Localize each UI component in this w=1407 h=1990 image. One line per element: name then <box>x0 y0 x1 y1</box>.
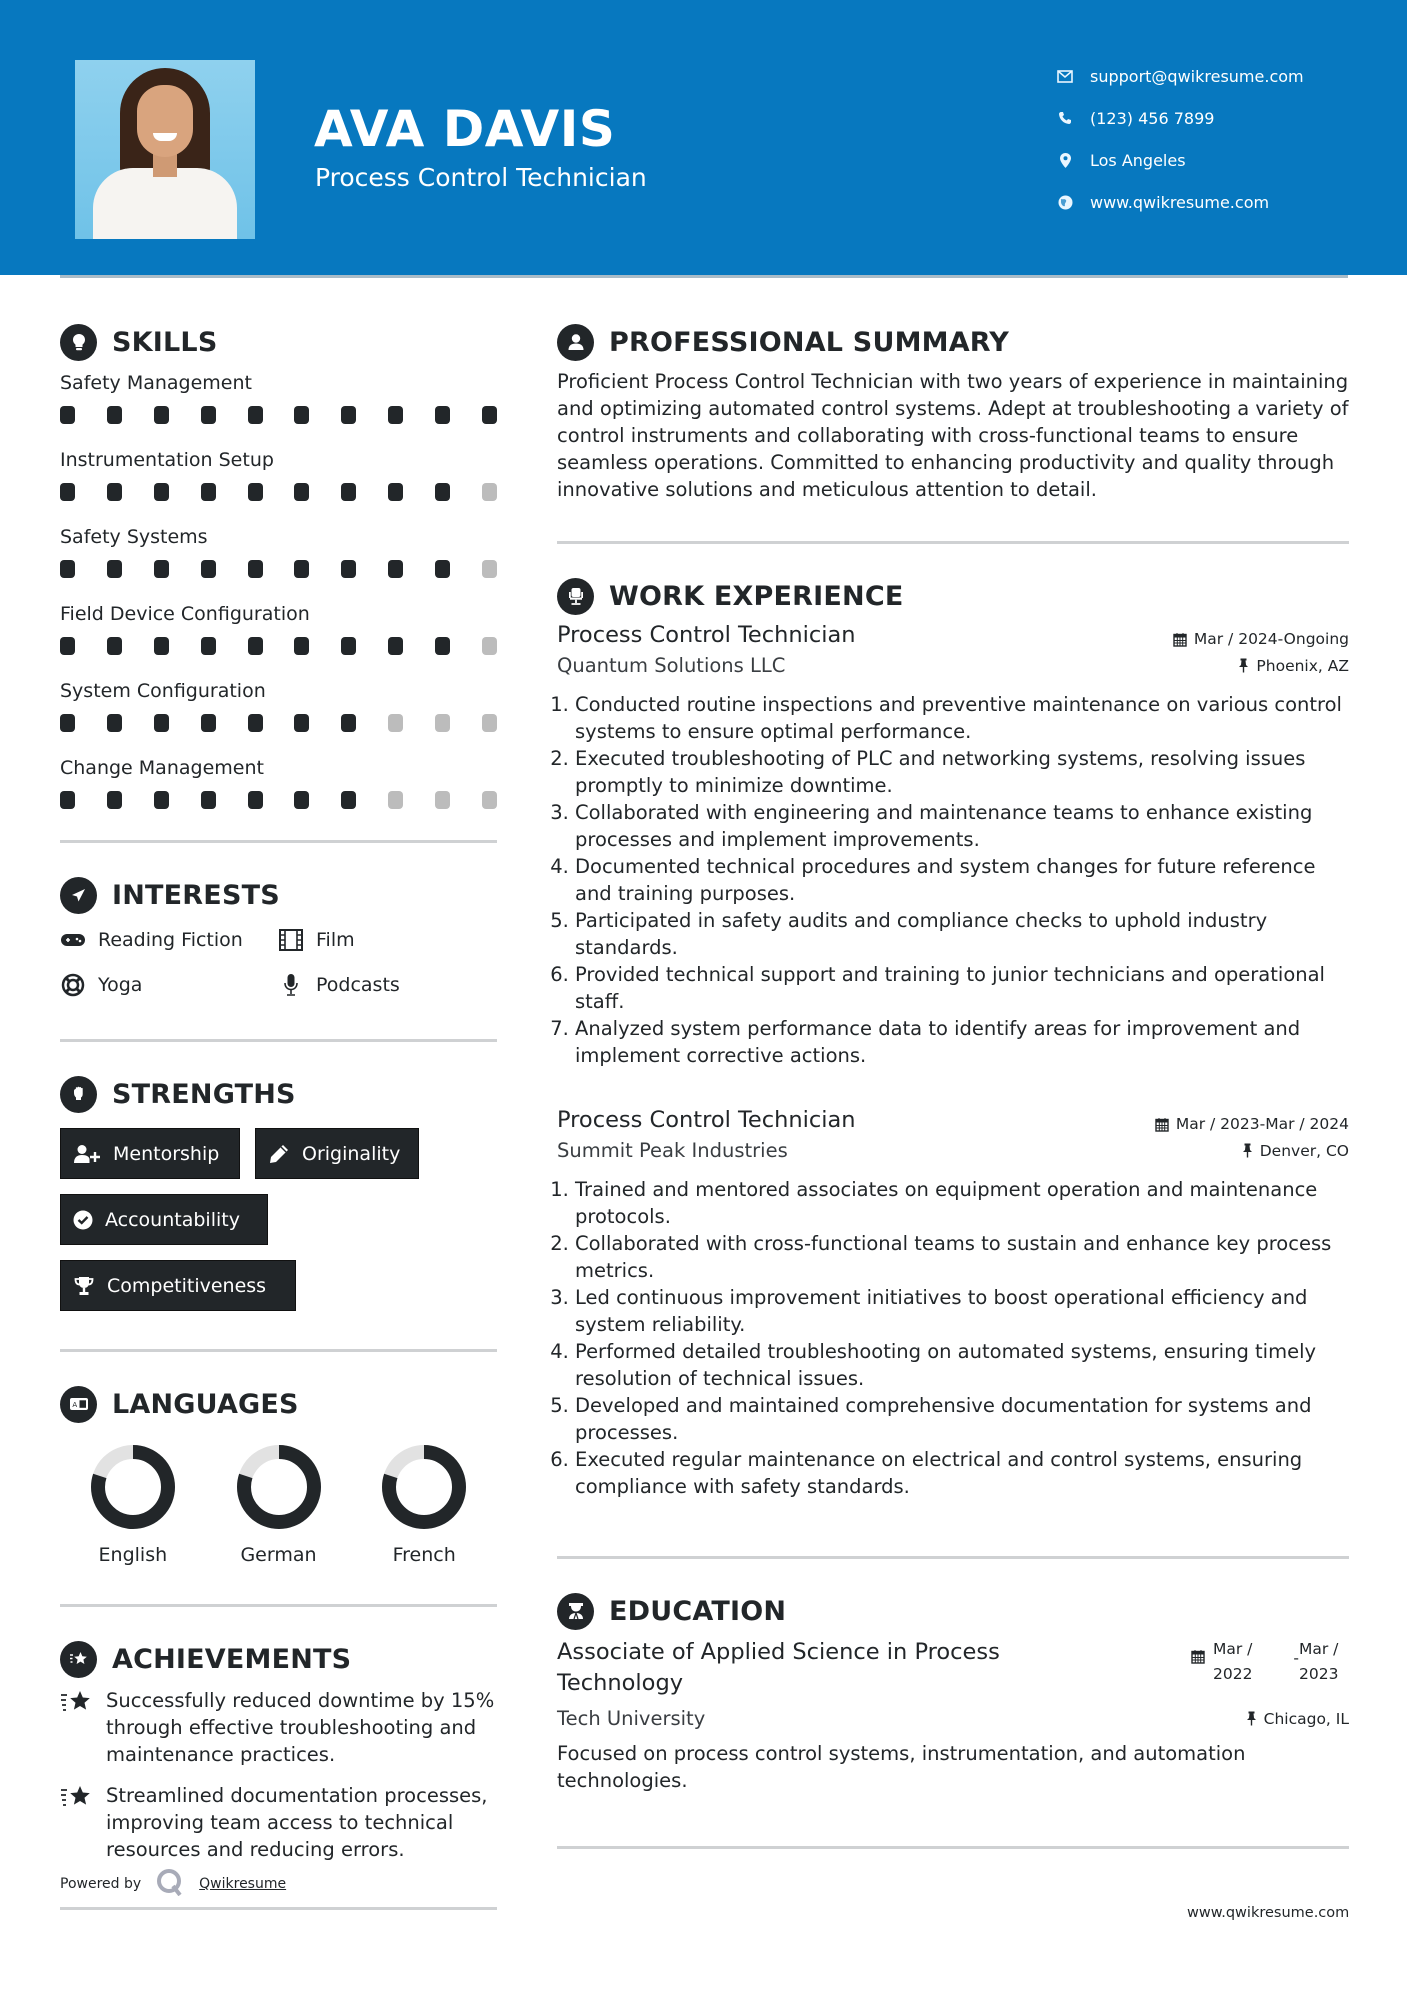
section-divider <box>60 1039 497 1042</box>
lightbulb-icon <box>60 324 97 361</box>
section-divider <box>60 1907 497 1910</box>
candidate-name: AVA DAVIS <box>314 100 616 158</box>
language-donut-chart <box>90 1444 176 1530</box>
rating-dot-filled <box>435 637 450 655</box>
rating-dot-filled <box>107 714 122 732</box>
check-circle-icon <box>73 1210 93 1230</box>
skill-item <box>60 676 497 749</box>
rating-dot-filled <box>154 483 169 501</box>
interest-item: Podcasts <box>278 968 478 1001</box>
rating-dot-filled <box>107 637 122 655</box>
interests-heading: INTERESTS <box>60 873 497 917</box>
rating-dot-filled <box>60 483 75 501</box>
language-donut-chart <box>236 1444 322 1530</box>
rating-dot-filled <box>201 406 216 424</box>
language-donut-chart <box>381 1444 467 1530</box>
skills-heading: SKILLS <box>60 320 497 364</box>
skill-rating <box>60 552 497 595</box>
skill-rating <box>60 398 497 441</box>
skill-rating <box>60 629 497 672</box>
strength-chip: Accountability <box>60 1194 268 1245</box>
rating-dot-filled <box>482 406 497 424</box>
contact-website[interactable] <box>1055 181 1304 223</box>
rating-dot-filled <box>201 637 216 655</box>
rating-dot-filled <box>341 637 356 655</box>
job-bullet: 1. Trained and mentored associates on equipment operation and maintenance protocols. <box>575 1176 1349 1230</box>
fist-icon <box>60 1076 97 1113</box>
section-divider <box>557 541 1349 544</box>
resume-header <box>0 0 1407 275</box>
envelope-icon <box>1055 70 1075 83</box>
interest-item: Film <box>278 923 478 956</box>
skill-rating <box>60 783 497 826</box>
rating-dot-filled <box>60 560 75 578</box>
language-item <box>60 1444 206 1566</box>
qwikresume-logo-icon <box>155 1868 185 1900</box>
strength-chip: Originality <box>255 1128 419 1179</box>
job-bullet: 5. Participated in safety audits and compliance checks to uphold industry standards. <box>575 907 1349 961</box>
job-bullet: 1. Conducted routine inspections and preventive maintenance on various control systems to ensure optimal performance. <box>575 691 1349 745</box>
summary-section <box>557 320 1349 503</box>
strengths-section <box>60 1072 497 1311</box>
rating-dot-filled <box>294 406 309 424</box>
rating-dot-filled <box>435 560 450 578</box>
rating-dot-filled <box>201 560 216 578</box>
powered-by: Powered by Qwikresume <box>60 1869 497 1899</box>
graduate-icon <box>557 1593 594 1630</box>
languages-heading: A LANGUAGES <box>60 1382 497 1426</box>
school-name: Tech University <box>557 1707 706 1730</box>
job-bullets <box>557 1176 1349 1500</box>
candidate-title: Process Control Technician <box>315 163 647 192</box>
achievements-heading: ACHIEVEMENTS <box>60 1637 497 1681</box>
film-icon <box>278 929 304 951</box>
strength-chip: Competitiveness <box>60 1260 296 1311</box>
job-bullet: 4. Performed detailed troubleshooting on automated systems, ensuring timely resolution of technical issues. <box>575 1338 1349 1392</box>
rating-dot-filled <box>341 560 356 578</box>
calendar-icon <box>1191 1637 1205 1664</box>
contact-email[interactable] <box>1055 55 1304 97</box>
language-label: English <box>98 1544 168 1566</box>
left-column <box>60 320 497 1910</box>
rating-dot-empty <box>435 714 450 732</box>
skill-name: Change Management <box>60 757 264 779</box>
rating-dot-empty <box>482 560 497 578</box>
job-bullet: 7. Analyzed system performance data to identify areas for improvement and implement corrective actions. <box>575 1015 1349 1069</box>
shooting-star-icon <box>60 1782 94 1863</box>
office-chair-icon <box>557 578 594 615</box>
rating-dot-empty <box>435 791 450 809</box>
rating-dot-empty <box>482 791 497 809</box>
rating-dot-filled <box>388 560 403 578</box>
rating-dot-filled <box>107 406 122 424</box>
education-section <box>557 1589 1349 1794</box>
life-ring-icon <box>60 973 86 997</box>
achievements-section <box>60 1637 497 1910</box>
languages-list <box>60 1444 497 1566</box>
language-icon <box>60 1386 97 1423</box>
star-badge-icon <box>60 1641 97 1678</box>
language-item <box>206 1444 352 1566</box>
job-entry <box>557 622 1349 1069</box>
rating-dot-filled <box>60 406 75 424</box>
language-label: French <box>392 1544 456 1566</box>
globe-icon <box>1055 195 1075 210</box>
rating-dot-filled <box>248 791 263 809</box>
rating-dot-filled <box>107 791 122 809</box>
skill-rating <box>60 475 497 518</box>
rating-dot-filled <box>294 791 309 809</box>
skills-section <box>60 320 497 826</box>
rating-dot-filled <box>107 560 122 578</box>
education-description: Focused on process control systems, instrumentation, and automation technologies. <box>557 1742 1246 1792</box>
achievement-item: Streamlined documentation processes, improving team access to technical resources and reducing errors. <box>60 1782 497 1863</box>
skill-item <box>60 368 497 441</box>
skill-rating <box>60 706 497 749</box>
company-name: Summit Peak Industries <box>557 1139 788 1162</box>
job-bullet: 5. Developed and maintained comprehensive documentation for systems and processes. <box>575 1392 1349 1446</box>
interest-item: Reading Fiction <box>60 923 278 956</box>
section-divider <box>557 1846 1349 1849</box>
pushpin-icon <box>1242 1143 1253 1158</box>
achievement-item: Successfully reduced downtime by 15% through effective troubleshooting and maintenance practices. <box>60 1687 497 1768</box>
rating-dot-filled <box>154 791 169 809</box>
strength-chip: Mentorship <box>60 1128 240 1179</box>
rating-dot-filled <box>341 406 356 424</box>
skill-item <box>60 522 497 595</box>
language-item <box>351 1444 497 1566</box>
paper-plane-icon <box>60 877 97 914</box>
skill-item <box>60 599 497 672</box>
rating-dot-empty <box>388 791 403 809</box>
rating-dot-filled <box>248 560 263 578</box>
strengths-heading: STRENGTHS <box>60 1072 497 1116</box>
job-bullet: 2. Executed troubleshooting of PLC and networking systems, resolving issues promptly to minimize downtime. <box>575 745 1349 799</box>
website-text: www.qwikresume.com <box>1090 192 1270 212</box>
job-bullets <box>557 691 1349 1069</box>
microphone-icon <box>278 973 304 997</box>
contact-phone[interactable] <box>1055 97 1304 139</box>
rating-dot-filled <box>248 637 263 655</box>
degree-title: Associate of Applied Science in Process Technology <box>557 1639 1000 1696</box>
rating-dot-filled <box>341 791 356 809</box>
rating-dot-filled <box>60 714 75 732</box>
skill-item <box>60 753 497 826</box>
section-divider <box>60 840 497 843</box>
gamepad-icon <box>60 933 86 947</box>
job-bullet: 6. Provided technical support and training to junior technicians and operational staff. <box>575 961 1349 1015</box>
pushpin-icon <box>1246 1711 1257 1726</box>
job-dates: Mar / 2024-Ongoing <box>1173 630 1349 648</box>
rating-dot-filled <box>294 714 309 732</box>
rating-dot-empty <box>388 714 403 732</box>
rating-dot-filled <box>107 483 122 501</box>
job-bullet: 6. Executed regular maintenance on electrical and control systems, ensuring compliance with safety standards. <box>575 1446 1349 1500</box>
footer-website-link[interactable]: www.qwikresume.com <box>1187 1905 1350 1921</box>
education-heading: EDUCATION <box>557 1589 1349 1633</box>
education-dates: Mar / 2022 - Mar / 2023 <box>1191 1637 1349 1699</box>
rating-dot-filled <box>294 560 309 578</box>
skill-name: System Configuration <box>60 680 266 702</box>
rating-dot-empty <box>482 714 497 732</box>
rating-dot-filled <box>154 406 169 424</box>
rating-dot-filled <box>388 406 403 424</box>
header-divider <box>60 275 1348 278</box>
rating-dot-filled <box>341 714 356 732</box>
pushpin-icon <box>1238 658 1249 673</box>
experience-heading: WORK EXPERIENCE <box>557 574 1349 618</box>
skill-name: Field Device Configuration <box>60 603 310 625</box>
qwikresume-link[interactable]: Qwikresume <box>199 1876 287 1892</box>
rating-dot-filled <box>60 637 75 655</box>
interests-section <box>60 873 497 1001</box>
job-bullet: 3. Led continuous improvement initiatives to boost operational efficiency and system reliability. <box>575 1284 1349 1338</box>
email-text: support@qwikresume.com <box>1090 66 1304 86</box>
job-bullet: 2. Collaborated with cross-functional teams to sustain and enhance key process metrics. <box>575 1230 1349 1284</box>
rating-dot-filled <box>154 714 169 732</box>
calendar-icon <box>1155 1117 1169 1132</box>
job-location: Denver, CO <box>1242 1142 1349 1160</box>
rating-dot-filled <box>294 483 309 501</box>
rating-dot-filled <box>154 637 169 655</box>
section-divider <box>557 1556 1349 1559</box>
map-marker-icon <box>1055 153 1075 168</box>
job-bullet: 3. Collaborated with engineering and maintenance teams to enhance existing processes and implement improvements. <box>575 799 1349 853</box>
rating-dot-filled <box>248 406 263 424</box>
rating-dot-empty <box>482 483 497 501</box>
rating-dot-filled <box>435 483 450 501</box>
phone-icon <box>1055 111 1075 125</box>
calendar-icon <box>1173 632 1187 647</box>
summary-heading: PROFESSIONAL SUMMARY <box>557 320 1349 364</box>
education-location: Chicago, IL <box>1246 1710 1349 1728</box>
profile-photo <box>75 60 255 239</box>
summary-text: Proficient Process Control Technician with two years of experience in maintaining and optimizing automated control systems. Adept at troubleshooting a variety of control instruments and collaborating with cross-functional teams to ensure seamless operations. Committed to enhancing productivity and quality through innovative solutions and meticulous attention to detail. <box>557 370 1349 501</box>
rating-dot-filled <box>201 483 216 501</box>
contact-list <box>1055 55 1304 223</box>
section-divider <box>60 1604 497 1607</box>
user-circle-icon <box>557 324 594 361</box>
languages-section <box>60 1382 497 1566</box>
job-dates: Mar / 2023-Mar / 2024 <box>1155 1115 1349 1133</box>
rating-dot-filled <box>294 637 309 655</box>
rating-dot-filled <box>435 406 450 424</box>
language-label: German <box>240 1544 317 1566</box>
job-title: Process Control Technician <box>557 622 856 648</box>
location-text: Los Angeles <box>1090 150 1186 170</box>
rating-dot-filled <box>248 714 263 732</box>
job-title: Process Control Technician <box>557 1107 856 1133</box>
section-divider <box>60 1349 497 1352</box>
skill-name: Safety Management <box>60 372 252 394</box>
rating-dot-filled <box>248 483 263 501</box>
rating-dot-filled <box>60 791 75 809</box>
company-name: Quantum Solutions LLC <box>557 654 786 677</box>
user-plus-icon <box>73 1144 101 1164</box>
rating-dot-empty <box>482 637 497 655</box>
pencil-icon <box>268 1143 290 1165</box>
skill-name: Safety Systems <box>60 526 208 548</box>
rating-dot-filled <box>341 483 356 501</box>
rating-dot-filled <box>388 483 403 501</box>
job-bullet: 4. Documented technical procedures and system changes for future reference and training purposes. <box>575 853 1349 907</box>
svg-text:A: A <box>71 1401 77 1410</box>
phone-text: (123) 456 7899 <box>1090 108 1215 128</box>
strengths-list <box>60 1128 497 1311</box>
rating-dot-filled <box>201 714 216 732</box>
trophy-icon <box>73 1275 95 1297</box>
shooting-star-icon <box>60 1687 94 1768</box>
rating-dot-filled <box>388 637 403 655</box>
experience-section <box>557 574 1349 1500</box>
skill-name: Instrumentation Setup <box>60 449 274 471</box>
contact-location <box>1055 139 1304 181</box>
skill-item <box>60 445 497 518</box>
rating-dot-filled <box>154 560 169 578</box>
interests-list <box>60 923 497 1001</box>
right-column <box>557 320 1349 1849</box>
rating-dot-filled <box>201 791 216 809</box>
job-entry <box>557 1107 1349 1500</box>
job-location: Phoenix, AZ <box>1238 657 1349 675</box>
interest-item: Yoga <box>60 968 278 1001</box>
